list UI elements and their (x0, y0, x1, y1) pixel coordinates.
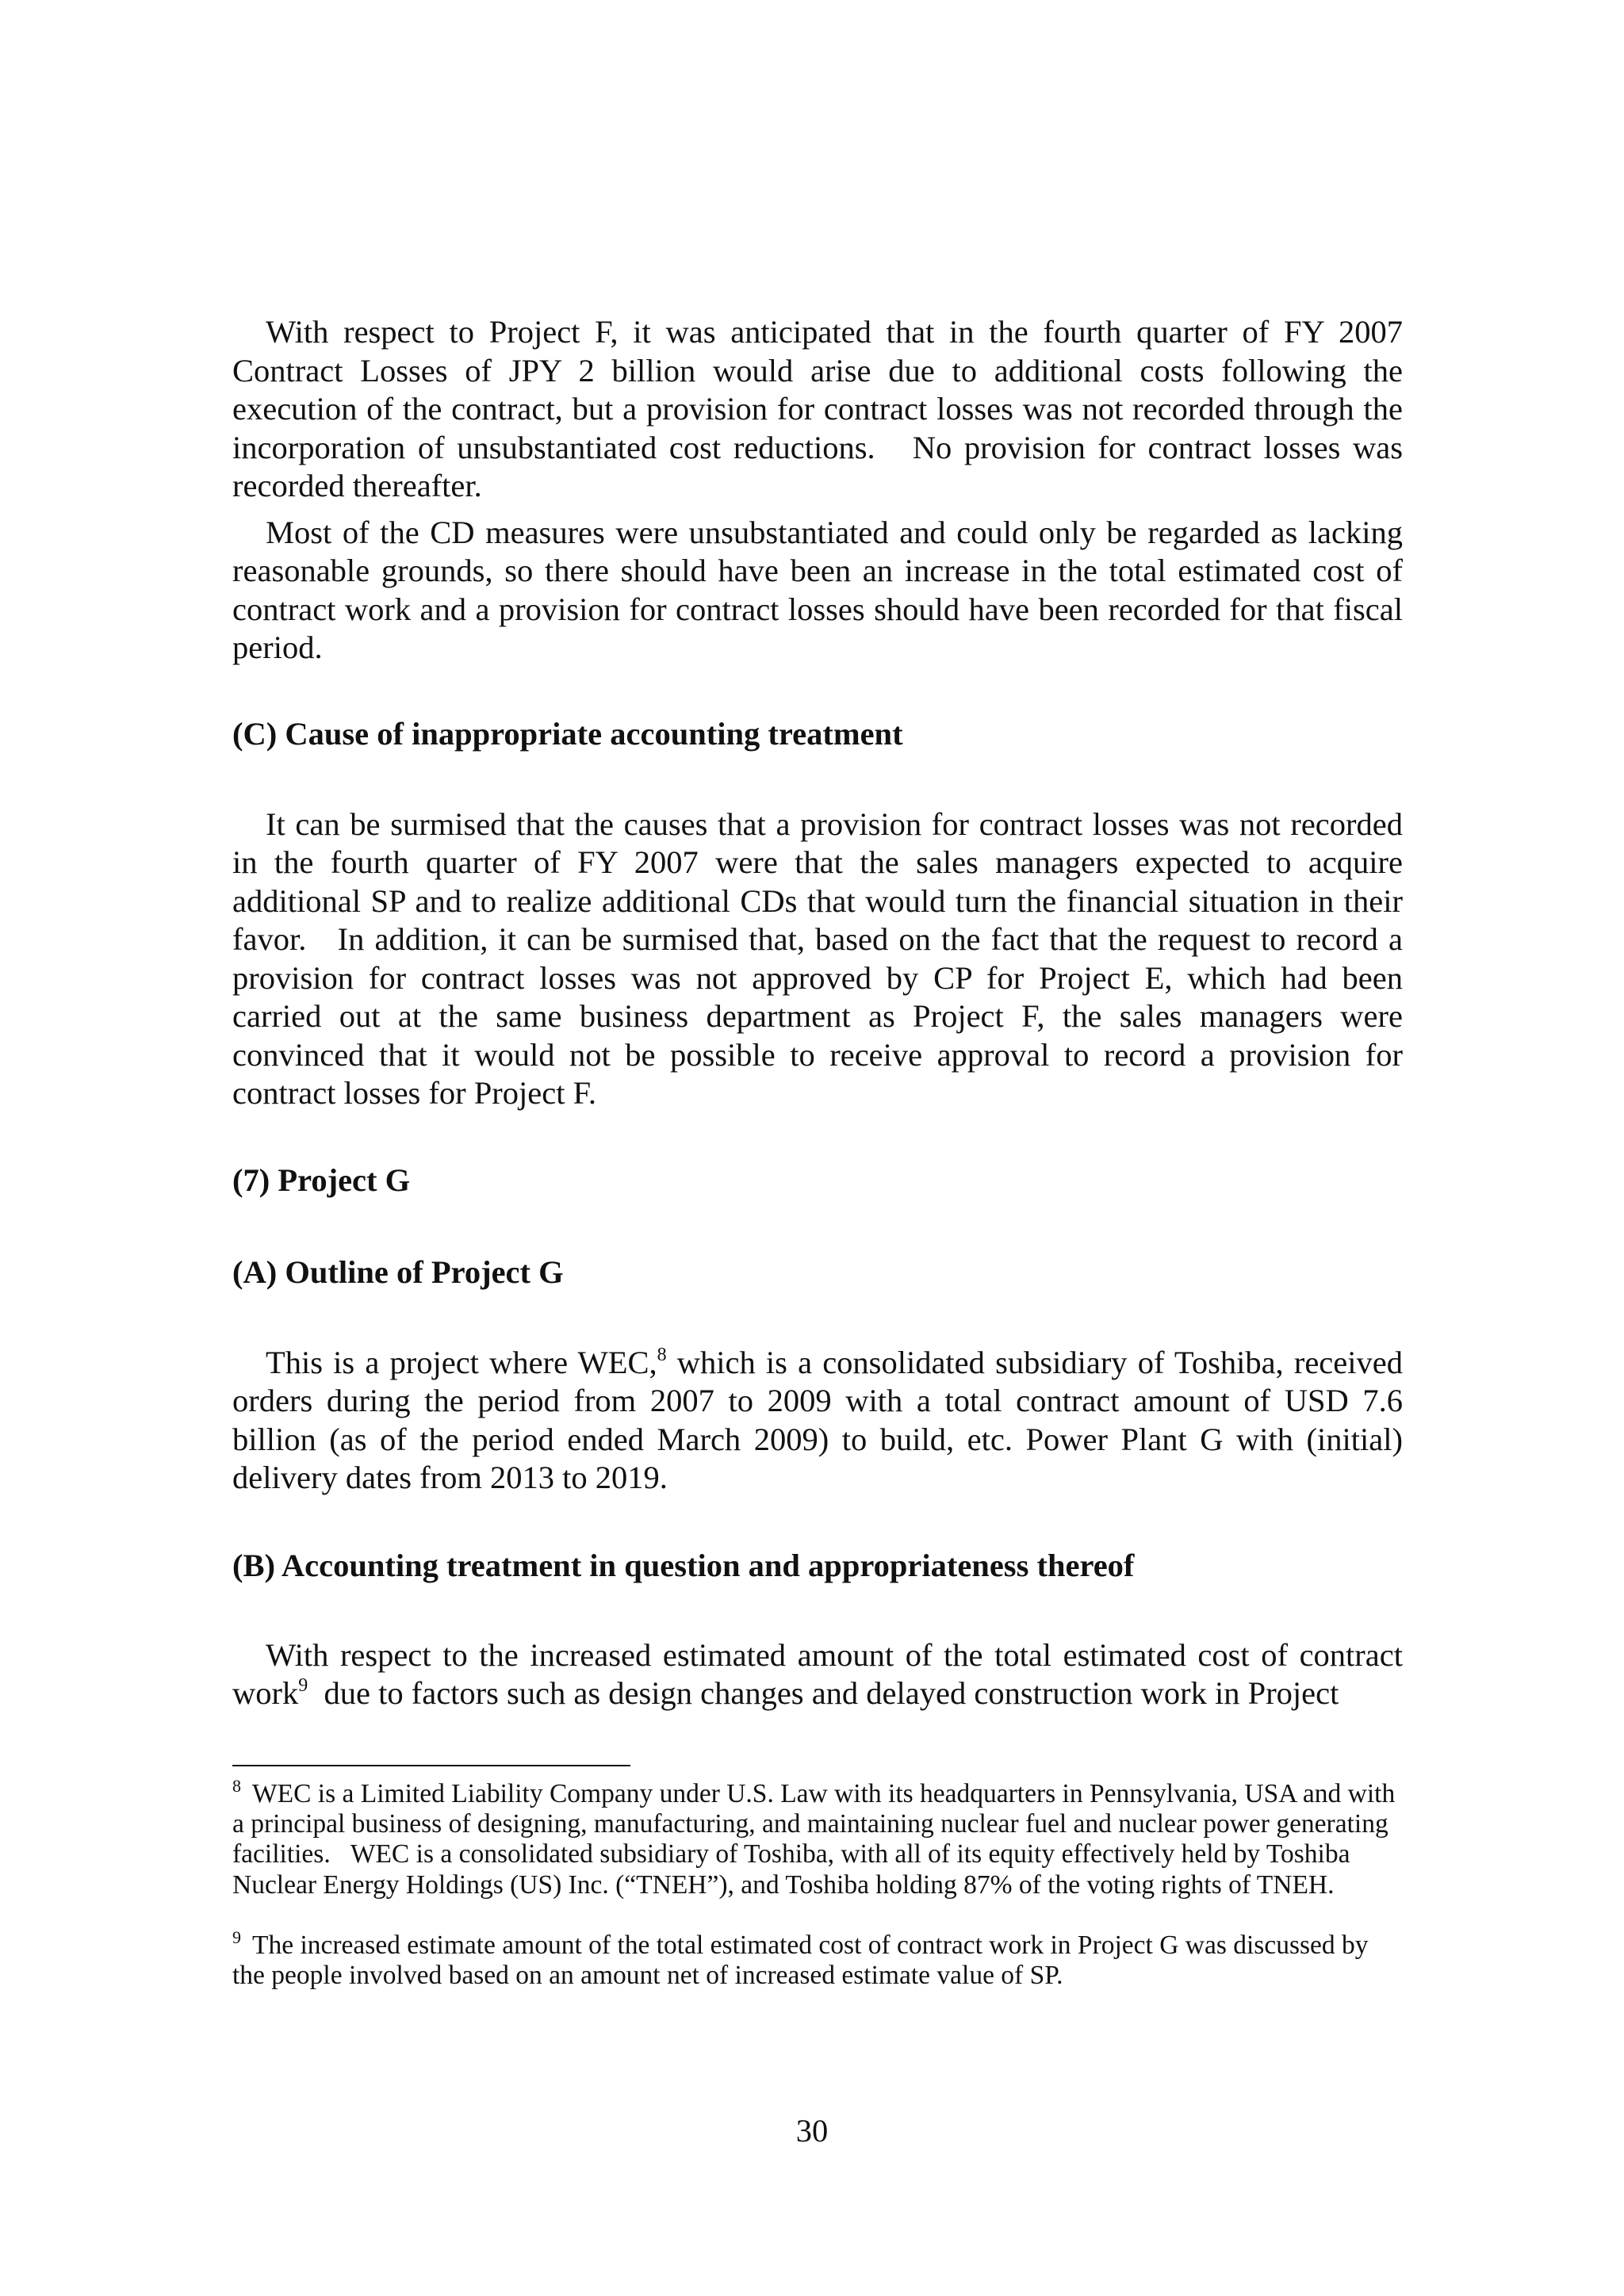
footnote-number: 9 (232, 1927, 241, 1947)
outline-text-end: which is a consolidated subsidiary of Toshiba, received orders during the period from 2007 to 2009 with a total contract amount of USD 7.6 billion (as of the period ended March 2009) to build, etc. Power Plant G with (initial) delivery dates from 2013 to 2019. (232, 1344, 1403, 1495)
paragraph-cd-measures: Most of the CD measures were unsubstantiated and could only be regarded as lacking reasonable grounds, so there should have been an increase in the total estimated cost of contract work and a provision for contract losses should have been recorded for that fiscal period. (232, 514, 1403, 665)
page-number: 30 (795, 2113, 829, 2149)
heading-cause-inappropriate-accounting: (C) Cause of inappropriate accounting treatment (232, 715, 903, 752)
footnote-reference-9: 9 (298, 1675, 308, 1696)
paragraph-project-f-provision: With respect to Project F, it was anticipated that in the fourth quarter of FY 2007 Contract Losses of JPY 2 billion would arise due to additional costs following the execution of the contract, but a provision for contract losses was not recorded through the incorporation of unsubstantiated cost reductions. No provision for contract losses was recorded thereafter. (232, 314, 1403, 503)
paragraph-increased-estimate (232, 1636, 1403, 1713)
footnote-reference-8: 8 (657, 1344, 667, 1365)
paragraph-cause: It can be surmised that the causes that a provision for contract losses was not recorded in the fourth quarter of FY 2007 were that the sales managers expected to acquire additional SP and to realize additional CDs that would turn the financial situation in their favor. In addition, it can be surmised that, based on the fact that the request to record a provision for contract losses was not approved by CP for Project E, which had been carried out at the same business department as Project F, the sales managers were convinced that it would not be possible to receive approval to record a provision for contract losses for Project F. (232, 806, 1403, 1111)
outline-text-start: This is a project where WEC, (266, 1344, 657, 1380)
footnote-8 (232, 1776, 1403, 1900)
heading-project-g: (7) Project G (232, 1161, 411, 1198)
footnotes (232, 1776, 1403, 1991)
page-body (232, 313, 1403, 1713)
heading-outline-project-g: (A) Outline of Project G (232, 1253, 564, 1290)
increased-estimate-text-start: With respect to the increased estimated amount of the total estimated cost of contract work (232, 1636, 1403, 1711)
paragraph-outline-project-g (232, 1344, 1403, 1498)
heading-accounting-treatment-question: (B) Accounting treatment in question and appropriateness thereof (232, 1547, 1135, 1583)
footnote-text: WEC is a Limited Liability Company under U.S. Law with its headquarters in Pennsylvania, USA and with a principal business of designing, manufacturing, and maintaining nuclear fuel and nuclear power generating facilities. WEC is a consolidated subsidiary of Toshiba, with all of its equity effectively held by Toshiba Nuclear Energy Holdings (US) Inc. (“TNEH”), and Toshiba holding 87% of the voting rights of TNEH. (232, 1779, 1396, 1900)
footnote-text: The increased estimate amount of the total estimated cost of contract work in Project G was discussed by the people involved based on an amount net of increased estimate value of SP. (232, 1930, 1369, 1991)
footnote-divider (232, 1765, 630, 1766)
footnote-number: 8 (232, 1776, 241, 1796)
footnote-9 (232, 1927, 1403, 1991)
increased-estimate-text-end: due to factors such as design changes and delayed construction work in Project (308, 1675, 1339, 1711)
